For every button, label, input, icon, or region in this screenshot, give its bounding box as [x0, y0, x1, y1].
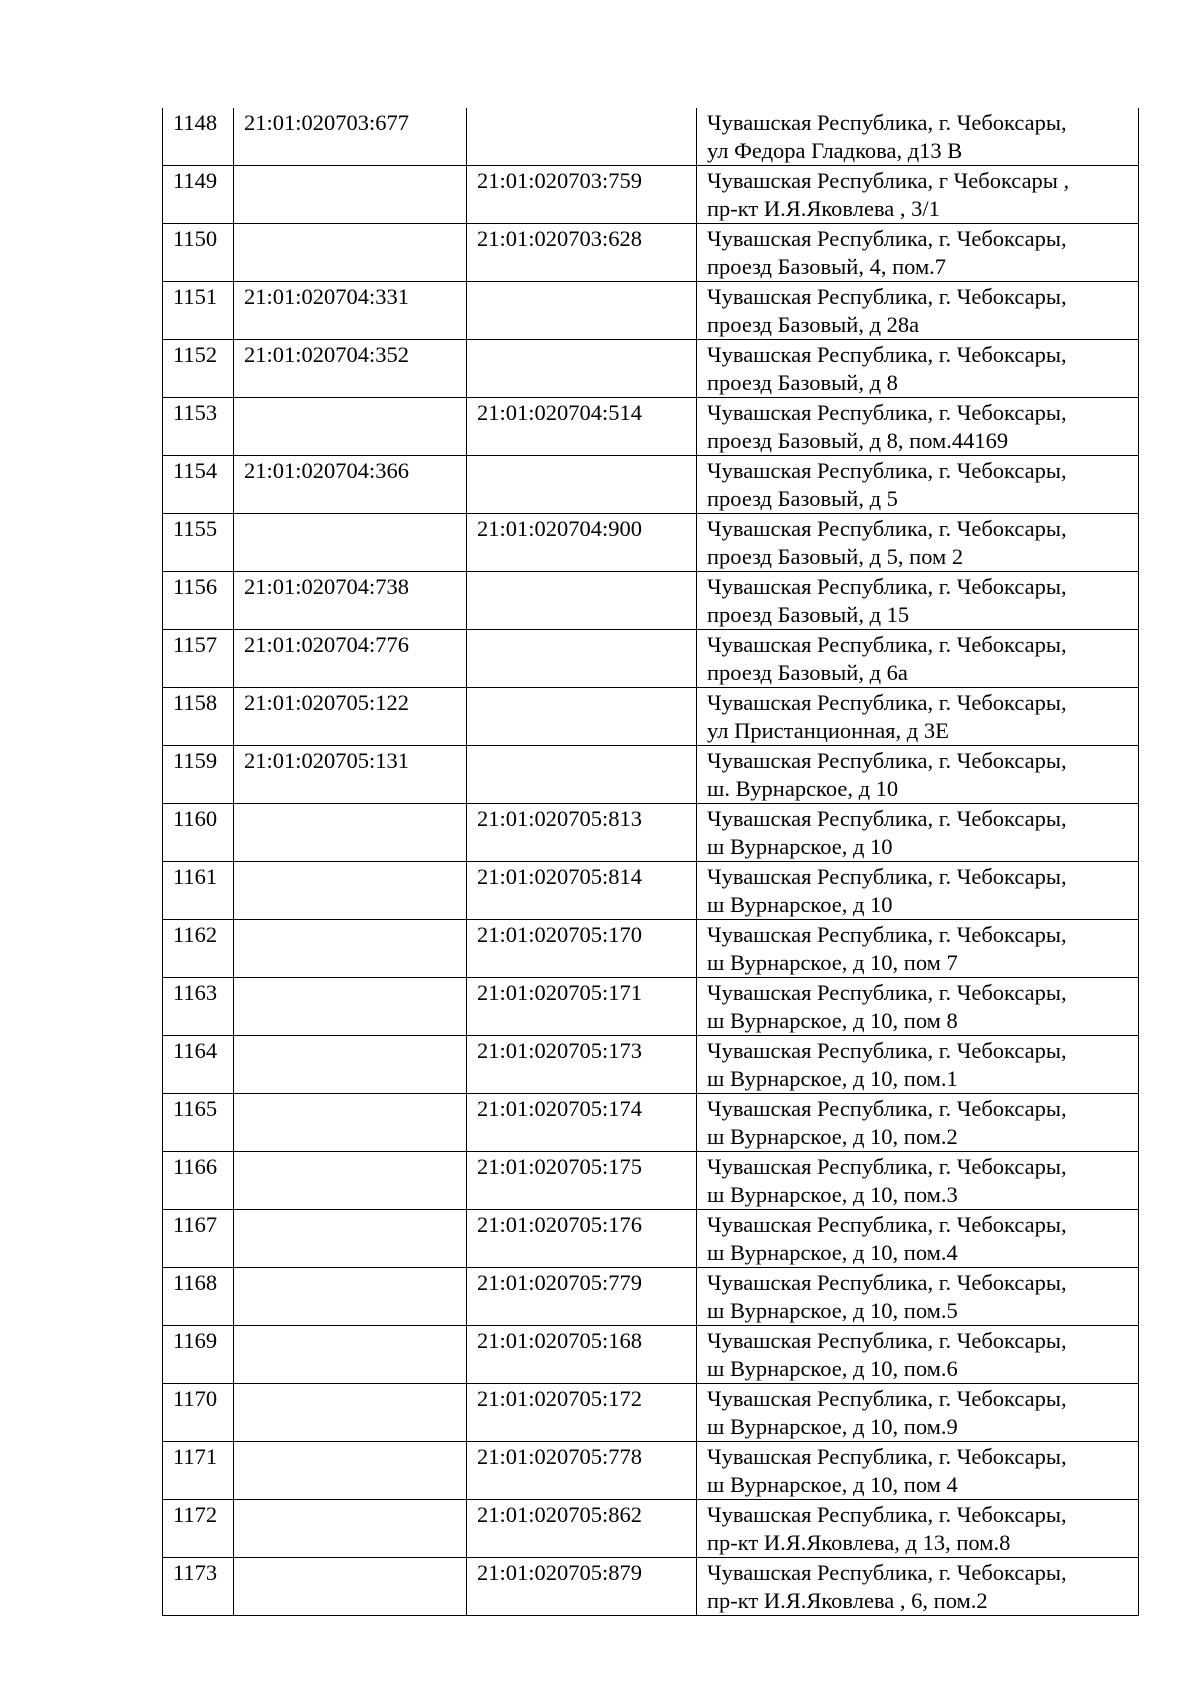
table-row [163, 630, 1139, 688]
object-cadastral-number-cell [467, 108, 697, 166]
address-line: Чувашская Республика, г. Чебоксары, [707, 748, 1067, 773]
object-cadastral-number-cell [467, 688, 697, 746]
address-line: Чувашская Республика, г. Чебоксары, [707, 980, 1067, 1005]
address-line: пр-кт И.Я.Яковлева, д 13, пом.8 [707, 1530, 1011, 1555]
address-line: пр-кт И.Я.Яковлева , 6, пом.2 [707, 1588, 988, 1613]
registry-table-body [163, 108, 1139, 1616]
table-row [163, 1036, 1139, 1094]
land-cadastral-number-cell: 21:01:020704:352 [234, 340, 467, 398]
table-row [163, 282, 1139, 340]
address-line: Чувашская Республика, г. Чебоксары, [707, 226, 1067, 251]
address-line: ш Вурнарское, д 10, пом.1 [707, 1066, 958, 1091]
table-row [163, 804, 1139, 862]
row-number-cell: 1155 [163, 514, 234, 572]
row-number-cell: 1158 [163, 688, 234, 746]
address-line: Чувашская Республика, г. Чебоксары, [707, 1444, 1067, 1469]
address-cell [697, 1268, 1139, 1326]
address-line: проезд Базовый, д 15 [707, 602, 910, 627]
object-cadastral-number-cell: 21:01:020705:170 [467, 920, 697, 978]
address-line: Чувашская Республика, г. Чебоксары, [707, 632, 1067, 657]
table-row [163, 1500, 1139, 1558]
row-number-cell: 1161 [163, 862, 234, 920]
table-row [163, 572, 1139, 630]
address-line: Чувашская Республика, г. Чебоксары, [707, 922, 1067, 947]
row-number-cell: 1168 [163, 1268, 234, 1326]
object-cadastral-number-cell: 21:01:020705:173 [467, 1036, 697, 1094]
land-cadastral-number-cell: 21:01:020704:776 [234, 630, 467, 688]
address-line: Чувашская Республика, г. Чебоксары, [707, 690, 1067, 715]
address-line: ш Вурнарское, д 10, пом 7 [707, 950, 958, 975]
address-cell [697, 340, 1139, 398]
address-cell [697, 688, 1139, 746]
table-row [163, 862, 1139, 920]
address-cell [697, 1152, 1139, 1210]
land-cadastral-number-cell [234, 166, 467, 224]
address-line: ш Вурнарское, д 10, пом 8 [707, 1008, 958, 1033]
land-cadastral-number-cell [234, 1268, 467, 1326]
address-cell [697, 1094, 1139, 1152]
table-row [163, 166, 1139, 224]
address-line: ш. Вурнарское, д 10 [707, 776, 899, 801]
address-cell [697, 630, 1139, 688]
address-line: Чувашская Республика, г. Чебоксары, [707, 1270, 1067, 1295]
object-cadastral-number-cell: 21:01:020705:862 [467, 1500, 697, 1558]
address-line: Чувашская Республика, г. Чебоксары, [707, 1560, 1067, 1585]
land-cadastral-number-cell [234, 224, 467, 282]
row-number-cell: 1154 [163, 456, 234, 514]
land-cadastral-number-cell: 21:01:020705:122 [234, 688, 467, 746]
table-row [163, 978, 1139, 1036]
address-line: проезд Базовый, д 6а [707, 660, 908, 685]
address-line: Чувашская Республика, г. Чебоксары, [707, 574, 1067, 599]
address-line: Чувашская Республика, г. Чебоксары, [707, 516, 1067, 541]
land-cadastral-number-cell [234, 804, 467, 862]
object-cadastral-number-cell: 21:01:020705:174 [467, 1094, 697, 1152]
row-number-cell: 1150 [163, 224, 234, 282]
address-cell [697, 1558, 1139, 1616]
land-cadastral-number-cell [234, 1094, 467, 1152]
table-row [163, 1384, 1139, 1442]
object-cadastral-number-cell [467, 746, 697, 804]
address-line: ш Вурнарское, д 10, пом 4 [707, 1472, 958, 1497]
address-line: проезд Базовый, д 5 [707, 486, 898, 511]
address-line: ул Пристанционная, д 3Е [707, 718, 949, 743]
address-cell [697, 224, 1139, 282]
table-row [163, 688, 1139, 746]
object-cadastral-number-cell: 21:01:020705:175 [467, 1152, 697, 1210]
object-cadastral-number-cell [467, 282, 697, 340]
object-cadastral-number-cell: 21:01:020703:759 [467, 166, 697, 224]
row-number-cell: 1172 [163, 1500, 234, 1558]
row-number-cell: 1153 [163, 398, 234, 456]
row-number-cell: 1170 [163, 1384, 234, 1442]
address-line: Чувашская Республика, г. Чебоксары, [707, 1154, 1067, 1179]
land-cadastral-number-cell: 21:01:020703:677 [234, 108, 467, 166]
address-cell [697, 1326, 1139, 1384]
land-cadastral-number-cell: 21:01:020704:366 [234, 456, 467, 514]
address-cell [697, 1210, 1139, 1268]
address-cell [697, 920, 1139, 978]
land-cadastral-number-cell [234, 514, 467, 572]
row-number-cell: 1169 [163, 1326, 234, 1384]
object-cadastral-number-cell: 21:01:020704:514 [467, 398, 697, 456]
land-cadastral-number-cell [234, 1326, 467, 1384]
object-cadastral-number-cell [467, 630, 697, 688]
land-cadastral-number-cell [234, 1442, 467, 1500]
land-cadastral-number-cell [234, 978, 467, 1036]
address-cell [697, 166, 1139, 224]
land-cadastral-number-cell [234, 398, 467, 456]
object-cadastral-number-cell [467, 572, 697, 630]
row-number-cell: 1167 [163, 1210, 234, 1268]
row-number-cell: 1166 [163, 1152, 234, 1210]
address-cell [697, 514, 1139, 572]
object-cadastral-number-cell: 21:01:020705:779 [467, 1268, 697, 1326]
address-line: проезд Базовый, д 5, пом 2 [707, 544, 964, 569]
table-row [163, 456, 1139, 514]
address-cell [697, 1500, 1139, 1558]
table-row [163, 1442, 1139, 1500]
object-cadastral-number-cell: 21:01:020705:176 [467, 1210, 697, 1268]
address-line: проезд Базовый, д 8, пом.44169 [707, 428, 1009, 453]
row-number-cell: 1173 [163, 1558, 234, 1616]
row-number-cell: 1148 [163, 108, 234, 166]
address-line: Чувашская Республика, г. Чебоксары, [707, 1212, 1067, 1237]
address-line: проезд Базовый, 4, пом.7 [707, 254, 947, 279]
table-row [163, 746, 1139, 804]
object-cadastral-number-cell: 21:01:020704:900 [467, 514, 697, 572]
table-row [163, 340, 1139, 398]
land-cadastral-number-cell: 21:01:020704:331 [234, 282, 467, 340]
table-row [163, 514, 1139, 572]
address-line: ш Вурнарское, д 10, пом.5 [707, 1298, 958, 1323]
address-line: Чувашская Республика, г Чебоксары , [707, 168, 1070, 193]
object-cadastral-number-cell: 21:01:020705:168 [467, 1326, 697, 1384]
land-cadastral-number-cell [234, 1500, 467, 1558]
address-line: Чувашская Республика, г. Чебоксары, [707, 1096, 1067, 1121]
table-row [163, 224, 1139, 282]
row-number-cell: 1149 [163, 166, 234, 224]
address-cell [697, 1442, 1139, 1500]
address-line: Чувашская Республика, г. Чебоксары, [707, 1386, 1067, 1411]
address-line: Чувашская Республика, г. Чебоксары, [707, 110, 1067, 135]
row-number-cell: 1157 [163, 630, 234, 688]
object-cadastral-number-cell [467, 456, 697, 514]
land-cadastral-number-cell: 21:01:020704:738 [234, 572, 467, 630]
table-row [163, 920, 1139, 978]
row-number-cell: 1165 [163, 1094, 234, 1152]
address-line: ш Вурнарское, д 10, пом.9 [707, 1414, 958, 1439]
address-line: ш Вурнарское, д 10 [707, 892, 893, 917]
address-cell [697, 1384, 1139, 1442]
land-cadastral-number-cell [234, 1210, 467, 1268]
land-cadastral-number-cell [234, 920, 467, 978]
address-line: проезд Базовый, д 28а [707, 312, 920, 337]
address-line: ш Вурнарское, д 10, пом.4 [707, 1240, 958, 1265]
table-row [163, 1094, 1139, 1152]
address-cell [697, 862, 1139, 920]
row-number-cell: 1151 [163, 282, 234, 340]
address-line: Чувашская Республика, г. Чебоксары, [707, 864, 1067, 889]
land-cadastral-number-cell [234, 1036, 467, 1094]
address-line: Чувашская Республика, г. Чебоксары, [707, 1038, 1067, 1063]
address-cell [697, 746, 1139, 804]
object-cadastral-number-cell [467, 340, 697, 398]
object-cadastral-number-cell: 21:01:020703:628 [467, 224, 697, 282]
address-line: ш Вурнарское, д 10, пом.6 [707, 1356, 958, 1381]
table-row [163, 1558, 1139, 1616]
object-cadastral-number-cell: 21:01:020705:172 [467, 1384, 697, 1442]
address-line: ш Вурнарское, д 10, пом.3 [707, 1182, 958, 1207]
address-line: Чувашская Республика, г. Чебоксары, [707, 284, 1067, 309]
address-cell [697, 108, 1139, 166]
address-cell [697, 978, 1139, 1036]
address-cell [697, 804, 1139, 862]
address-line: ш Вурнарское, д 10, пом.2 [707, 1124, 958, 1149]
object-cadastral-number-cell: 21:01:020705:879 [467, 1558, 697, 1616]
address-cell [697, 398, 1139, 456]
address-cell [697, 572, 1139, 630]
row-number-cell: 1162 [163, 920, 234, 978]
table-row [163, 1326, 1139, 1384]
row-number-cell: 1152 [163, 340, 234, 398]
row-number-cell: 1160 [163, 804, 234, 862]
row-number-cell: 1163 [163, 978, 234, 1036]
land-cadastral-number-cell [234, 1152, 467, 1210]
address-line: Чувашская Республика, г. Чебоксары, [707, 1328, 1067, 1353]
row-number-cell: 1171 [163, 1442, 234, 1500]
address-line: ш Вурнарское, д 10 [707, 834, 893, 859]
land-cadastral-number-cell [234, 1558, 467, 1616]
address-line: Чувашская Республика, г. Чебоксары, [707, 458, 1067, 483]
address-line: Чувашская Республика, г. Чебоксары, [707, 1502, 1067, 1527]
property-registry-table [162, 108, 1139, 1616]
address-line: Чувашская Республика, г. Чебоксары, [707, 806, 1067, 831]
address-cell [697, 282, 1139, 340]
land-cadastral-number-cell: 21:01:020705:131 [234, 746, 467, 804]
table-row [163, 1268, 1139, 1326]
table-row [163, 1152, 1139, 1210]
land-cadastral-number-cell [234, 1384, 467, 1442]
address-line: пр-кт И.Я.Яковлева , 3/1 [707, 196, 940, 221]
address-line: проезд Базовый, д 8 [707, 370, 898, 395]
address-line: Чувашская Республика, г. Чебоксары, [707, 342, 1067, 367]
object-cadastral-number-cell: 21:01:020705:813 [467, 804, 697, 862]
land-cadastral-number-cell [234, 862, 467, 920]
table-row [163, 1210, 1139, 1268]
address-line: Чувашская Республика, г. Чебоксары, [707, 400, 1067, 425]
address-cell [697, 456, 1139, 514]
object-cadastral-number-cell: 21:01:020705:171 [467, 978, 697, 1036]
row-number-cell: 1159 [163, 746, 234, 804]
object-cadastral-number-cell: 21:01:020705:778 [467, 1442, 697, 1500]
table-row [163, 108, 1139, 166]
row-number-cell: 1164 [163, 1036, 234, 1094]
address-cell [697, 1036, 1139, 1094]
table-row [163, 398, 1139, 456]
object-cadastral-number-cell: 21:01:020705:814 [467, 862, 697, 920]
row-number-cell: 1156 [163, 572, 234, 630]
address-line: ул Федора Гладкова, д13 В [707, 138, 963, 163]
